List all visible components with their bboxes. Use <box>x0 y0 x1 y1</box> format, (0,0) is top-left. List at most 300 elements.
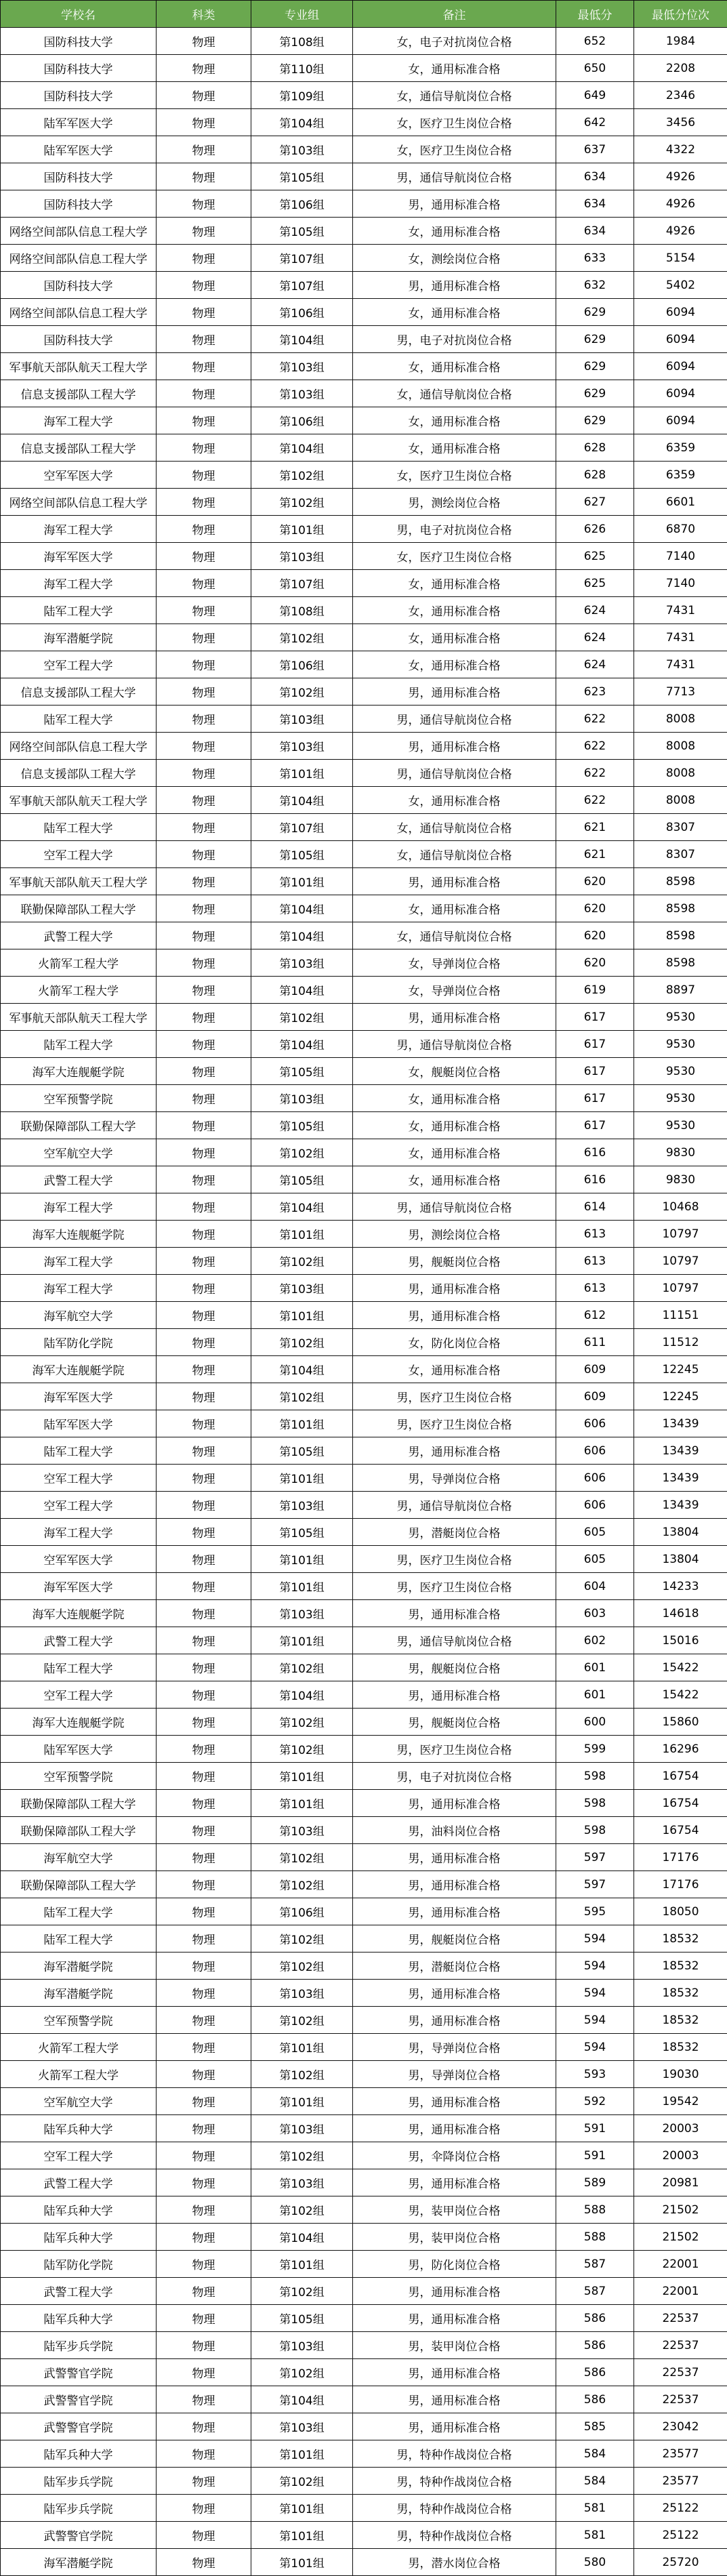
remark-cell: 男，通信导航岗位合格 <box>353 1193 556 1221</box>
subject-cell: 物理 <box>157 1302 251 1329</box>
table-row <box>1 1139 727 1166</box>
remark-cell: 男，医疗卫生岗位合格 <box>353 1736 556 1763</box>
school-cell: 空军工程大学 <box>1 2142 157 2169</box>
min-rank-cell: 25122 <box>634 2522 727 2549</box>
school-cell: 陆军工程大学 <box>1 814 157 841</box>
table-row <box>1 1329 727 1356</box>
school-cell: 空军预警学院 <box>1 2007 157 2034</box>
group-cell: 第101组 <box>251 2549 353 2576</box>
group-cell: 第101组 <box>251 2495 353 2522</box>
table-row <box>1 760 727 787</box>
min-score-cell: 617 <box>556 1058 634 1085</box>
group-cell: 第101组 <box>251 2088 353 2115</box>
remark-cell: 女，电子对抗岗位合格 <box>353 28 556 55</box>
subject-cell: 物理 <box>157 1356 251 1383</box>
min-rank-cell: 19030 <box>634 2061 727 2088</box>
min-score-cell: 606 <box>556 1437 634 1465</box>
remark-cell: 男，通用标准合格 <box>353 733 556 760</box>
remark-cell: 男，油料岗位合格 <box>353 1817 556 1844</box>
school-cell: 陆军军医大学 <box>1 136 157 163</box>
subject-cell: 物理 <box>157 353 251 380</box>
min-score-cell: 595 <box>556 1898 634 1925</box>
school-cell: 火箭军工程大学 <box>1 977 157 1004</box>
min-rank-cell: 9530 <box>634 1058 727 1085</box>
remark-cell: 男，医疗卫生岗位合格 <box>353 1410 556 1437</box>
min-rank-cell: 10797 <box>634 1221 727 1248</box>
min-score-cell: 598 <box>556 1763 634 1790</box>
header-min-score: 最低分 <box>556 1 634 28</box>
min-score-cell: 617 <box>556 1112 634 1139</box>
subject-cell: 物理 <box>157 1058 251 1085</box>
subject-cell: 物理 <box>157 2061 251 2088</box>
table-row <box>1 2224 727 2251</box>
min-rank-cell: 7713 <box>634 678 727 706</box>
subject-cell: 物理 <box>157 2549 251 2576</box>
min-score-cell: 605 <box>556 1519 634 1546</box>
subject-cell: 物理 <box>157 597 251 624</box>
min-score-cell: 588 <box>556 2196 634 2224</box>
min-score-cell: 586 <box>556 2359 634 2386</box>
table-row <box>1 516 727 543</box>
min-rank-cell: 8598 <box>634 949 727 977</box>
min-rank-cell: 8008 <box>634 760 727 787</box>
table-row <box>1 2522 727 2549</box>
subject-cell: 物理 <box>157 462 251 489</box>
min-rank-cell: 14618 <box>634 1600 727 1627</box>
remark-cell: 女，通用标准合格 <box>353 1166 556 1193</box>
table-row <box>1 1763 727 1790</box>
min-score-cell: 629 <box>556 326 634 353</box>
group-cell: 第102组 <box>251 2278 353 2305</box>
table-row <box>1 2115 727 2142</box>
school-cell: 海军大连舰艇学院 <box>1 1600 157 1627</box>
subject-cell: 物理 <box>157 380 251 407</box>
table-row <box>1 2549 727 2576</box>
school-cell: 海军军医大学 <box>1 1573 157 1600</box>
min-score-cell: 620 <box>556 949 634 977</box>
min-score-cell: 632 <box>556 272 634 299</box>
table-row <box>1 299 727 326</box>
min-score-cell: 616 <box>556 1166 634 1193</box>
header-min-rank: 最低分位次 <box>634 1 727 28</box>
group-cell: 第102组 <box>251 2196 353 2224</box>
school-cell: 信息支援部队工程大学 <box>1 380 157 407</box>
school-cell: 陆军步兵学院 <box>1 2468 157 2495</box>
remark-cell: 男，电子对抗岗位合格 <box>353 1763 556 1790</box>
min-score-cell: 633 <box>556 245 634 272</box>
school-cell: 网络空间部队信息工程大学 <box>1 489 157 516</box>
school-cell: 海军潜艇学院 <box>1 1980 157 2007</box>
school-cell: 海军大连舰艇学院 <box>1 1221 157 1248</box>
min-rank-cell: 22001 <box>634 2278 727 2305</box>
school-cell: 陆军兵种大学 <box>1 2440 157 2468</box>
group-cell: 第105组 <box>251 1166 353 1193</box>
table-row <box>1 1627 727 1654</box>
subject-cell: 物理 <box>157 2359 251 2386</box>
remark-cell: 女，通用标准合格 <box>353 218 556 245</box>
min-score-cell: 597 <box>556 1871 634 1898</box>
group-cell: 第103组 <box>251 1600 353 1627</box>
remark-cell: 男，通用标准合格 <box>353 1980 556 2007</box>
min-score-cell: 625 <box>556 570 634 597</box>
table-row <box>1 1085 727 1112</box>
group-cell: 第104组 <box>251 1681 353 1709</box>
min-score-cell: 624 <box>556 651 634 678</box>
min-score-cell: 620 <box>556 868 634 895</box>
group-cell: 第105组 <box>251 163 353 190</box>
school-cell: 陆军防化学院 <box>1 2251 157 2278</box>
remark-cell: 男，通用标准合格 <box>353 1600 556 1627</box>
remark-cell: 男，通信导航岗位合格 <box>353 1627 556 1654</box>
subject-cell: 物理 <box>157 1410 251 1437</box>
subject-cell: 物理 <box>157 1112 251 1139</box>
min-rank-cell: 9830 <box>634 1139 727 1166</box>
group-cell: 第103组 <box>251 353 353 380</box>
school-cell: 陆军工程大学 <box>1 1925 157 1953</box>
subject-cell: 物理 <box>157 2522 251 2549</box>
group-cell: 第104组 <box>251 895 353 922</box>
min-rank-cell: 8598 <box>634 922 727 949</box>
table-row <box>1 543 727 570</box>
group-cell: 第101组 <box>251 1573 353 1600</box>
remark-cell: 女，通信导航岗位合格 <box>353 380 556 407</box>
remark-cell: 男，通用标准合格 <box>353 2088 556 2115</box>
group-cell: 第101组 <box>251 516 353 543</box>
remark-cell: 男，潜艇岗位合格 <box>353 1519 556 1546</box>
table-row <box>1 1844 727 1871</box>
subject-cell: 物理 <box>157 733 251 760</box>
school-cell: 武警警官学院 <box>1 2386 157 2413</box>
school-cell: 国防科技大学 <box>1 28 157 55</box>
school-cell: 国防科技大学 <box>1 163 157 190</box>
remark-cell: 男，通用标准合格 <box>353 1302 556 1329</box>
table-body <box>1 28 727 2576</box>
min-score-cell: 591 <box>556 2142 634 2169</box>
min-rank-cell: 6601 <box>634 489 727 516</box>
min-rank-cell: 20003 <box>634 2142 727 2169</box>
school-cell: 国防科技大学 <box>1 190 157 218</box>
remark-cell: 女，导弹岗位合格 <box>353 949 556 977</box>
group-cell: 第102组 <box>251 2468 353 2495</box>
remark-cell: 女，测绘岗位合格 <box>353 245 556 272</box>
min-score-cell: 629 <box>556 299 634 326</box>
min-rank-cell: 12245 <box>634 1383 727 1410</box>
subject-cell: 物理 <box>157 1980 251 2007</box>
subject-cell: 物理 <box>157 1383 251 1410</box>
min-score-cell: 629 <box>556 380 634 407</box>
min-score-cell: 609 <box>556 1383 634 1410</box>
group-cell: 第103组 <box>251 949 353 977</box>
school-cell: 联勤保障部队工程大学 <box>1 1817 157 1844</box>
table-row <box>1 977 727 1004</box>
group-cell: 第101组 <box>251 1221 353 1248</box>
min-score-cell: 613 <box>556 1221 634 1248</box>
min-rank-cell: 14233 <box>634 1573 727 1600</box>
remark-cell: 女，通用标准合格 <box>353 1112 556 1139</box>
school-cell: 海军工程大学 <box>1 407 157 434</box>
min-rank-cell: 16754 <box>634 1790 727 1817</box>
min-rank-cell: 4926 <box>634 163 727 190</box>
table-row <box>1 272 727 299</box>
table-row <box>1 1031 727 1058</box>
group-cell: 第106组 <box>251 190 353 218</box>
group-cell: 第102组 <box>251 2007 353 2034</box>
subject-cell: 物理 <box>157 2088 251 2115</box>
subject-cell: 物理 <box>157 55 251 82</box>
table-row <box>1 2413 727 2440</box>
school-cell: 联勤保障部队工程大学 <box>1 895 157 922</box>
school-cell: 信息支援部队工程大学 <box>1 678 157 706</box>
min-rank-cell: 8598 <box>634 895 727 922</box>
subject-cell: 物理 <box>157 1275 251 1302</box>
table-row <box>1 597 727 624</box>
remark-cell: 男，导弹岗位合格 <box>353 2034 556 2061</box>
subject-cell: 物理 <box>157 543 251 570</box>
remark-cell: 男，装甲岗位合格 <box>353 2224 556 2251</box>
min-score-cell: 612 <box>556 1302 634 1329</box>
remark-cell: 男，潜艇岗位合格 <box>353 1953 556 1980</box>
min-rank-cell: 23042 <box>634 2413 727 2440</box>
group-cell: 第101组 <box>251 1546 353 1573</box>
table-row <box>1 28 727 55</box>
min-rank-cell: 17176 <box>634 1844 727 1871</box>
group-cell: 第109组 <box>251 82 353 109</box>
table-row <box>1 1410 727 1437</box>
table-row <box>1 2386 727 2413</box>
group-cell: 第103组 <box>251 733 353 760</box>
school-cell: 海军军医大学 <box>1 1383 157 1410</box>
school-cell: 国防科技大学 <box>1 272 157 299</box>
subject-cell: 物理 <box>157 841 251 868</box>
group-cell: 第104组 <box>251 2386 353 2413</box>
group-cell: 第107组 <box>251 570 353 597</box>
remark-cell: 女，通用标准合格 <box>353 55 556 82</box>
group-cell: 第102组 <box>251 489 353 516</box>
group-cell: 第101组 <box>251 760 353 787</box>
group-cell: 第104组 <box>251 787 353 814</box>
subject-cell: 物理 <box>157 1492 251 1519</box>
subject-cell: 物理 <box>157 760 251 787</box>
min-score-cell: 591 <box>556 2115 634 2142</box>
group-cell: 第104组 <box>251 1031 353 1058</box>
table-row <box>1 706 727 733</box>
remark-cell: 男，医疗卫生岗位合格 <box>353 1573 556 1600</box>
remark-cell: 女，防化岗位合格 <box>353 1329 556 1356</box>
remark-cell: 男，舰艇岗位合格 <box>353 1248 556 1275</box>
table-row <box>1 922 727 949</box>
table-row <box>1 1790 727 1817</box>
group-cell: 第104组 <box>251 434 353 462</box>
table-row <box>1 1302 727 1329</box>
min-score-cell: 606 <box>556 1410 634 1437</box>
remark-cell: 男，伞降岗位合格 <box>353 2142 556 2169</box>
table-row <box>1 326 727 353</box>
subject-cell: 物理 <box>157 1221 251 1248</box>
table-row <box>1 1356 727 1383</box>
remark-cell: 男，装甲岗位合格 <box>353 2196 556 2224</box>
subject-cell: 物理 <box>157 1736 251 1763</box>
group-cell: 第104组 <box>251 977 353 1004</box>
table-row <box>1 1980 727 2007</box>
school-cell: 武警警官学院 <box>1 2413 157 2440</box>
school-cell: 海军工程大学 <box>1 570 157 597</box>
min-score-cell: 601 <box>556 1681 634 1709</box>
min-score-cell: 600 <box>556 1709 634 1736</box>
table-row <box>1 2034 727 2061</box>
header-remark: 备注 <box>353 1 556 28</box>
min-score-cell: 634 <box>556 190 634 218</box>
subject-cell: 物理 <box>157 1763 251 1790</box>
table-row <box>1 1871 727 1898</box>
school-cell: 陆军工程大学 <box>1 1031 157 1058</box>
remark-cell: 男，通用标准合格 <box>353 678 556 706</box>
min-rank-cell: 13439 <box>634 1437 727 1465</box>
min-score-cell: 581 <box>556 2495 634 2522</box>
subject-cell: 物理 <box>157 1600 251 1627</box>
table-row <box>1 1736 727 1763</box>
subject-cell: 物理 <box>157 2169 251 2196</box>
remark-cell: 男，通用标准合格 <box>353 2115 556 2142</box>
min-score-cell: 603 <box>556 1600 634 1627</box>
min-rank-cell: 9530 <box>634 1004 727 1031</box>
min-score-cell: 617 <box>556 1004 634 1031</box>
remark-cell: 男，医疗卫生岗位合格 <box>353 1546 556 1573</box>
school-cell: 武警警官学院 <box>1 2522 157 2549</box>
min-score-cell: 602 <box>556 1627 634 1654</box>
remark-cell: 男，通信导航岗位合格 <box>353 163 556 190</box>
remark-cell: 女，通用标准合格 <box>353 624 556 651</box>
school-cell: 陆军工程大学 <box>1 706 157 733</box>
table-row <box>1 1004 727 1031</box>
min-rank-cell: 7431 <box>634 597 727 624</box>
group-cell: 第101组 <box>251 1465 353 1492</box>
subject-cell: 物理 <box>157 1329 251 1356</box>
remark-cell: 男，通用标准合格 <box>353 868 556 895</box>
group-cell: 第103组 <box>251 706 353 733</box>
min-score-cell: 586 <box>556 2386 634 2413</box>
group-cell: 第102组 <box>251 2061 353 2088</box>
subject-cell: 物理 <box>157 868 251 895</box>
min-rank-cell: 15016 <box>634 1627 727 1654</box>
subject-cell: 物理 <box>157 245 251 272</box>
school-cell: 海军潜艇学院 <box>1 2549 157 2576</box>
school-cell: 海军航空大学 <box>1 1844 157 1871</box>
remark-cell: 男，导弹岗位合格 <box>353 2061 556 2088</box>
table-row <box>1 190 727 218</box>
school-cell: 海军工程大学 <box>1 1248 157 1275</box>
subject-cell: 物理 <box>157 2305 251 2332</box>
table-row <box>1 1817 727 1844</box>
school-cell: 陆军兵种大学 <box>1 2305 157 2332</box>
table-row <box>1 1465 727 1492</box>
remark-cell: 女，通用标准合格 <box>353 651 556 678</box>
remark-cell: 男，通用标准合格 <box>353 2305 556 2332</box>
min-score-cell: 622 <box>556 787 634 814</box>
table-row <box>1 2495 727 2522</box>
table-row <box>1 2468 727 2495</box>
school-cell: 陆军军医大学 <box>1 109 157 136</box>
min-rank-cell: 22537 <box>634 2386 727 2413</box>
remark-cell: 男，导弹岗位合格 <box>353 1465 556 1492</box>
subject-cell: 物理 <box>157 1193 251 1221</box>
remark-cell: 男，通用标准合格 <box>353 2386 556 2413</box>
min-rank-cell: 23577 <box>634 2440 727 2468</box>
table-row <box>1 949 727 977</box>
min-score-cell: 584 <box>556 2440 634 2468</box>
subject-cell: 物理 <box>157 814 251 841</box>
min-rank-cell: 22537 <box>634 2332 727 2359</box>
min-rank-cell: 20981 <box>634 2169 727 2196</box>
table-row <box>1 245 727 272</box>
min-score-cell: 634 <box>556 163 634 190</box>
min-rank-cell: 13439 <box>634 1465 727 1492</box>
min-score-cell: 616 <box>556 1139 634 1166</box>
remark-cell: 女，医疗卫生岗位合格 <box>353 136 556 163</box>
min-score-cell: 620 <box>556 895 634 922</box>
min-score-cell: 598 <box>556 1790 634 1817</box>
remark-cell: 女，通信导航岗位合格 <box>353 922 556 949</box>
subject-cell: 物理 <box>157 1681 251 1709</box>
table-row <box>1 1953 727 1980</box>
group-cell: 第101组 <box>251 2251 353 2278</box>
remark-cell: 男，舰艇岗位合格 <box>353 1654 556 1681</box>
remark-cell: 女，通用标准合格 <box>353 434 556 462</box>
subject-cell: 物理 <box>157 2142 251 2169</box>
min-score-cell: 622 <box>556 706 634 733</box>
remark-cell: 男，通用标准合格 <box>353 2278 556 2305</box>
remark-cell: 女，通信导航岗位合格 <box>353 814 556 841</box>
school-cell: 海军军医大学 <box>1 543 157 570</box>
min-rank-cell: 6094 <box>634 299 727 326</box>
school-cell: 空军工程大学 <box>1 1465 157 1492</box>
school-cell: 陆军军医大学 <box>1 1736 157 1763</box>
min-rank-cell: 15860 <box>634 1709 727 1736</box>
subject-cell: 物理 <box>157 272 251 299</box>
school-cell: 武警工程大学 <box>1 2169 157 2196</box>
min-rank-cell: 19542 <box>634 2088 727 2115</box>
min-rank-cell: 18532 <box>634 2034 727 2061</box>
group-cell: 第103组 <box>251 1980 353 2007</box>
remark-cell: 男，通用标准合格 <box>353 1275 556 1302</box>
min-score-cell: 597 <box>556 1844 634 1871</box>
remark-cell: 男，通信导航岗位合格 <box>353 760 556 787</box>
school-cell: 联勤保障部队工程大学 <box>1 1871 157 1898</box>
min-rank-cell: 17176 <box>634 1871 727 1898</box>
subject-cell: 物理 <box>157 2251 251 2278</box>
min-score-cell: 592 <box>556 2088 634 2115</box>
school-cell: 军事航天部队航天工程大学 <box>1 353 157 380</box>
subject-cell: 物理 <box>157 2196 251 2224</box>
table-row <box>1 1654 727 1681</box>
group-cell: 第102组 <box>251 1953 353 1980</box>
remark-cell: 女，通信导航岗位合格 <box>353 841 556 868</box>
subject-cell: 物理 <box>157 1085 251 1112</box>
school-cell: 海军大连舰艇学院 <box>1 1058 157 1085</box>
table-row <box>1 462 727 489</box>
table-row <box>1 1573 727 1600</box>
remark-cell: 男，通用标准合格 <box>353 1898 556 1925</box>
remark-cell: 男，通用标准合格 <box>353 1437 556 1465</box>
group-cell: 第103组 <box>251 2332 353 2359</box>
school-cell: 信息支援部队工程大学 <box>1 434 157 462</box>
school-cell: 空军工程大学 <box>1 1492 157 1519</box>
subject-cell: 物理 <box>157 326 251 353</box>
school-cell: 陆军兵种大学 <box>1 2115 157 2142</box>
group-cell: 第101组 <box>251 2440 353 2468</box>
min-rank-cell: 9530 <box>634 1112 727 1139</box>
min-score-cell: 634 <box>556 218 634 245</box>
min-rank-cell: 18532 <box>634 1980 727 2007</box>
